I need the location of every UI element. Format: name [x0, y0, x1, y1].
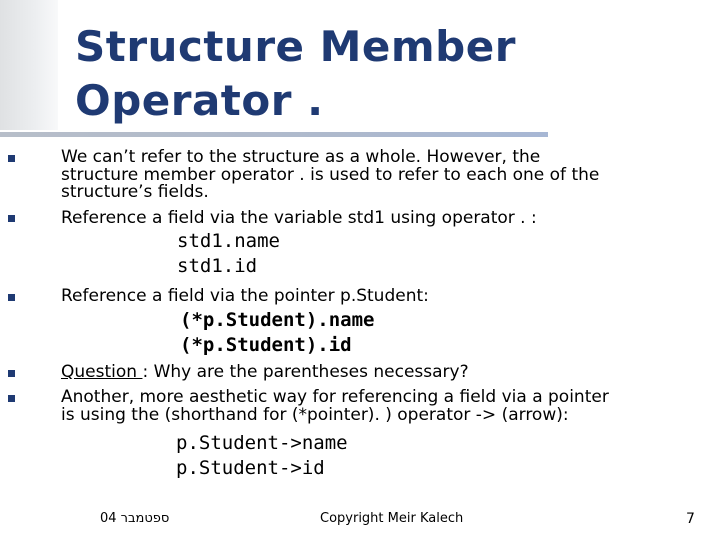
footer-date: ספטמבר 04: [100, 511, 170, 526]
slide-title: [75, 20, 675, 128]
code-pstudent-name: (*p.Student).name: [180, 309, 375, 331]
code-std1-id: std1.id: [177, 255, 258, 277]
square-bullet-icon: [8, 294, 15, 301]
square-bullet-icon: [8, 395, 15, 402]
bullet-text-2: Reference a field via the variable std1 using operator . :: [61, 208, 537, 228]
code-arrow-id: p.Student->id: [176, 457, 325, 479]
bullet-text-5: Another, more aesthetic way for referencing a field via a pointer is using the (shorthand for (*pointer). ) operator -> (arrow):: [61, 387, 609, 425]
bullet-text-1: We can’t refer to the structure as a whole. However, the structure member operator . is used to refer to each one of the structure’s fields.: [61, 147, 600, 202]
footer-copyright: Copyright Meir Kalech: [320, 511, 464, 526]
footer-page-number: 7: [686, 511, 695, 527]
question-text: : Why are the parentheses necessary?: [142, 362, 469, 382]
bullet-text-3: Reference a field via the pointer p.Student:: [61, 286, 429, 306]
square-bullet-icon: [8, 370, 15, 377]
bullet-text-4: [61, 364, 711, 382]
square-bullet-icon: [8, 155, 15, 162]
title-line-1: Structure Member: [75, 22, 516, 71]
square-bullet-icon: [8, 215, 15, 222]
title-line-2: Operator .: [75, 76, 324, 125]
code-std1-name: std1.name: [177, 230, 280, 252]
code-pstudent-id: (*p.Student).id: [180, 334, 352, 356]
code-arrow-name: p.Student->name: [176, 432, 348, 454]
decorative-side-bar: [0, 0, 58, 130]
title-divider: [0, 132, 548, 137]
question-label: Question: [61, 362, 143, 382]
